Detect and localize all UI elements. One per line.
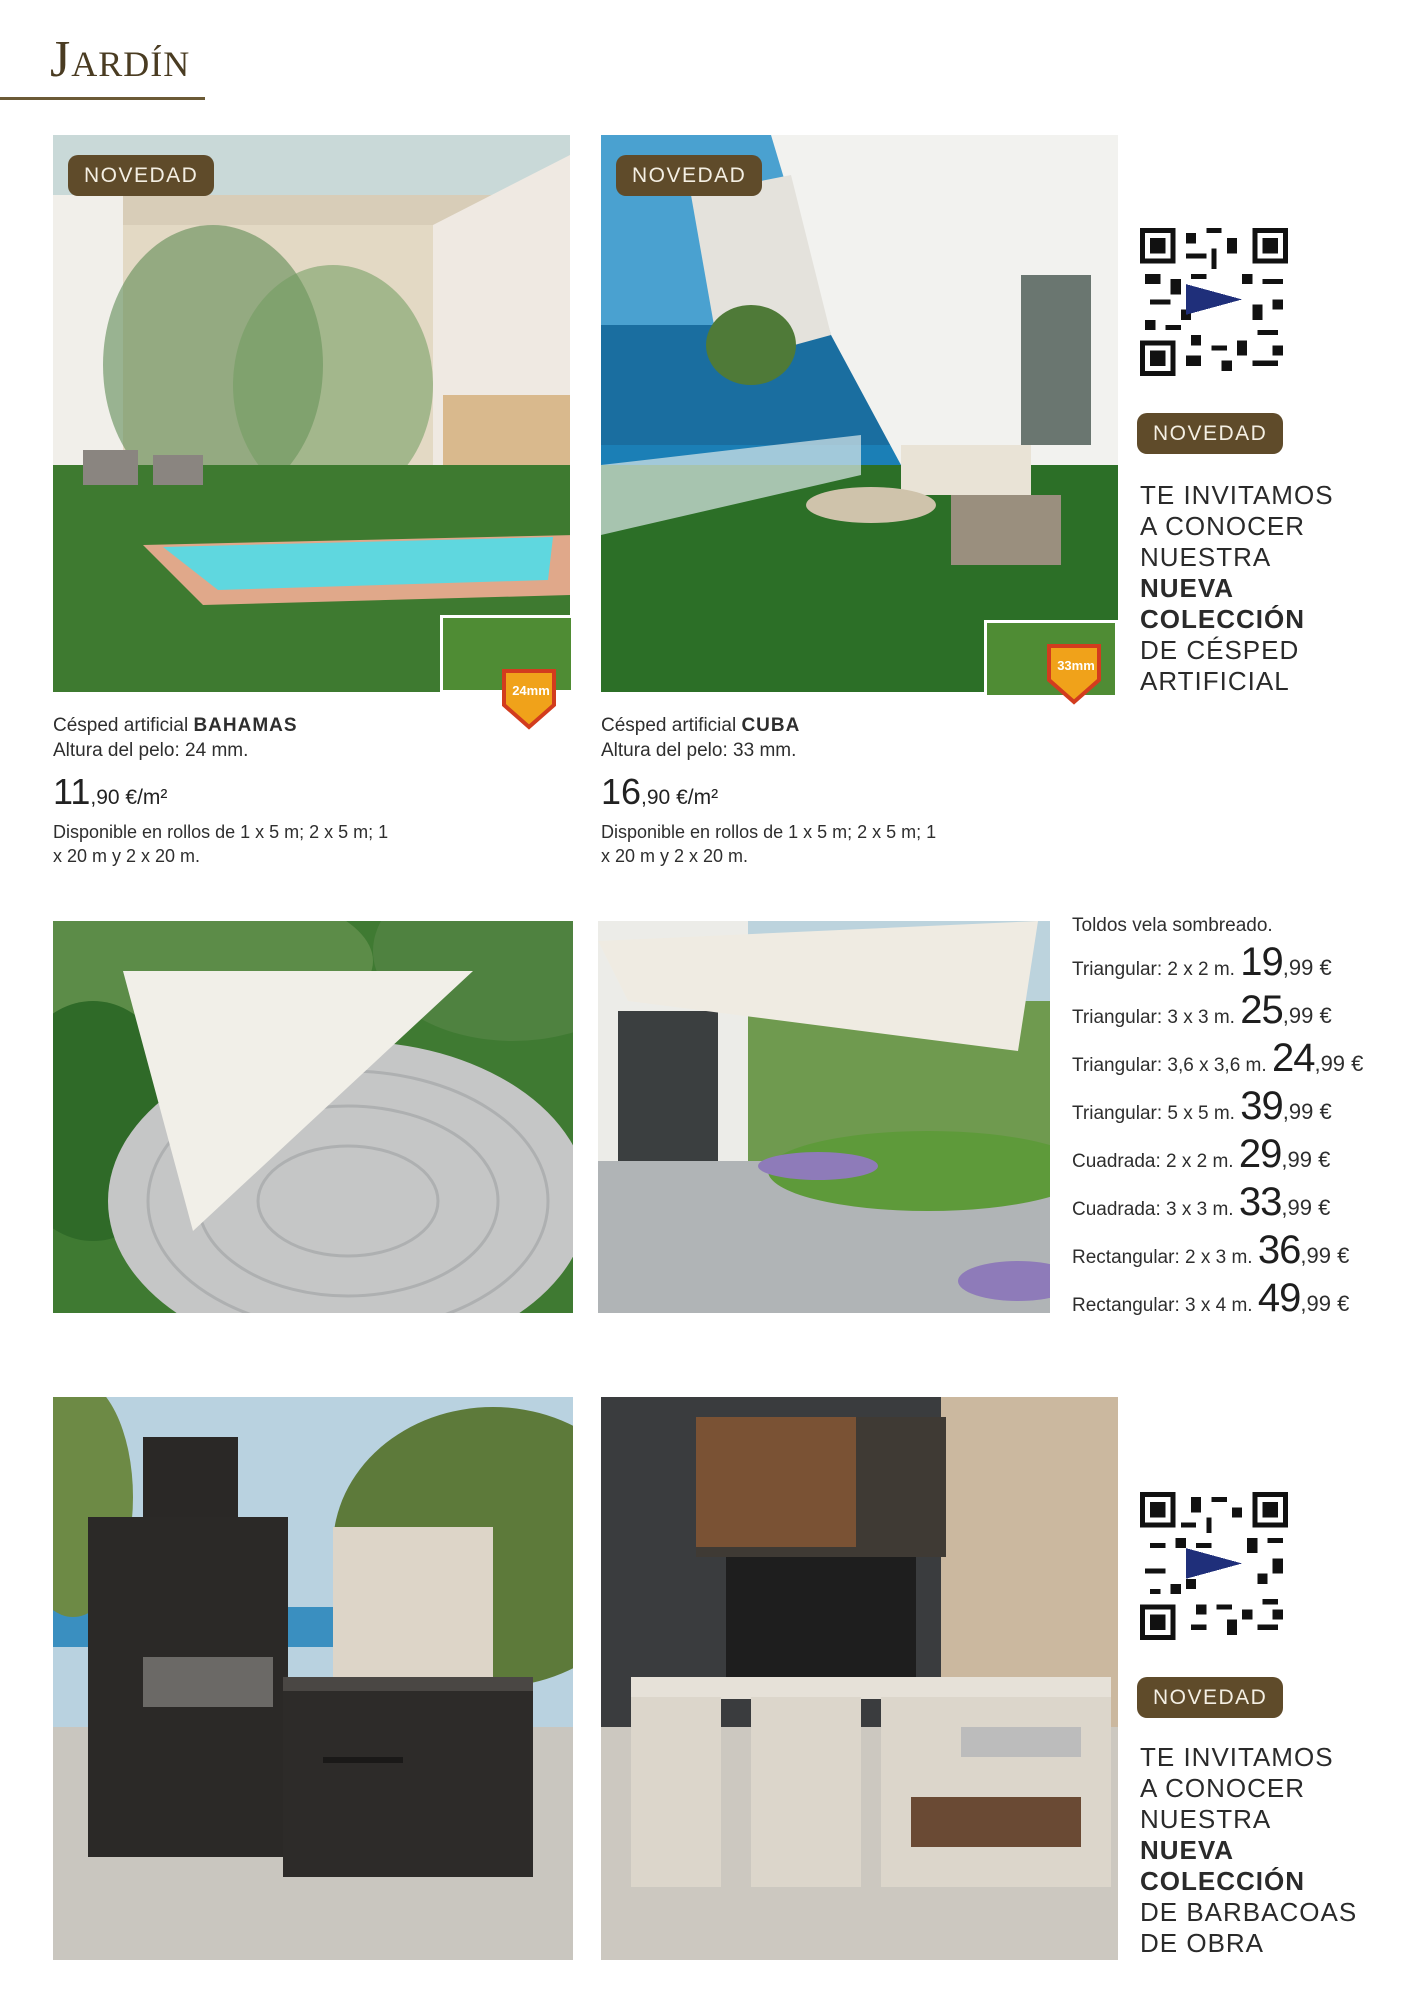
price-integer: 11 [53,771,91,812]
price-decimal: ,99 € [1300,1291,1350,1316]
bahamas-caption [53,713,298,763]
price-row [1072,1180,1363,1228]
price-row [1072,1036,1363,1084]
promo-line: NUESTRA [1140,542,1272,572]
price-decimal: ,90 €/m² [90,786,168,809]
cuba-price [601,772,718,818]
sail-size: Cuadrada: 2 x 2 m. [1072,1151,1234,1172]
promo-line: NUEVA [1140,1835,1235,1865]
bahamas-availability: Disponible en rollos de 1 x 5 m; 2 x 5 m; 1 x 20 m y 2 x 20 m. [53,822,389,866]
price-decimal: ,99 € [1281,1147,1331,1172]
price-integer: 39 [1240,1084,1283,1128]
pile-height-24mm-icon [500,667,558,731]
title-underline [0,97,205,100]
shade-sails-price-list [1072,940,1363,1324]
dark-masonry-barbecue-photo [53,1397,573,1960]
promo-line: COLECCIÓN [1140,1866,1305,1896]
grass-collection-promo [1140,480,1334,697]
promo-line: ARTIFICIAL [1140,666,1290,696]
price-integer: 29 [1238,1132,1282,1176]
price-integer: 19 [1240,940,1283,984]
price-integer: 24 [1271,1036,1315,1080]
sail-size: Triangular: 3,6 x 3,6 m. [1072,1055,1267,1076]
light-masonry-barbecue-photo [601,1397,1118,1960]
sail-size: Triangular: 3 x 3 m. [1072,1007,1235,1028]
shade-sails-heading: Toldos vela sombreado. [1072,915,1273,936]
bahamas-price [53,772,167,818]
price-integer: 33 [1238,1180,1282,1224]
price-decimal: ,99 € [1282,955,1332,980]
sail-size: Triangular: 2 x 2 m. [1072,959,1235,980]
promo-line: NUESTRA [1140,1804,1272,1834]
pile-height: Altura del pelo: 24 mm. [53,740,249,761]
cuba-grass-photo [601,135,1118,692]
price-row [1072,1276,1363,1324]
promo-line: DE CÉSPED [1140,635,1300,665]
qr-code-icon[interactable] [1140,1492,1288,1640]
novedad-badge: NOVEDAD [616,155,762,196]
triangular-shade-sail-photo [53,921,573,1313]
price-integer: 36 [1257,1228,1301,1272]
price-row [1072,1084,1363,1132]
cuba-caption [601,713,800,763]
promo-line: NUEVA [1140,573,1235,603]
price-integer: 25 [1240,988,1283,1032]
novedad-badge: NOVEDAD [68,155,214,196]
price-decimal: ,99 € [1281,1195,1331,1220]
promo-line: TE INVITAMOS [1140,1742,1334,1772]
price-row [1072,988,1363,1036]
price-decimal: ,90 €/m² [641,786,719,809]
product-name: BAHAMAS [193,715,298,736]
promo-line: A CONOCER [1140,1773,1306,1803]
price-decimal: ,99 € [1314,1051,1364,1076]
novedad-badge: NOVEDAD [1137,1677,1283,1718]
caption-prefix: Césped artificial [601,715,742,736]
price-row [1072,940,1363,988]
pile-height-33mm-icon [1045,642,1103,706]
promo-line: COLECCIÓN [1140,604,1305,634]
promo-line: A CONOCER [1140,511,1306,541]
cuba-availability: Disponible en rollos de 1 x 5 m; 2 x 5 m; 1 x 20 m y 2 x 20 m. [601,822,937,866]
price-integer: 16 [601,771,642,812]
promo-line: DE BARBACOAS [1140,1897,1358,1927]
price-decimal: ,99 € [1300,1243,1350,1268]
bahamas-grass-photo [53,135,570,692]
page-title: Jardín [50,31,191,88]
sail-size: Cuadrada: 3 x 3 m. [1072,1199,1234,1220]
price-decimal: ,99 € [1282,1099,1332,1124]
price-decimal: ,99 € [1282,1003,1332,1028]
barbecue-collection-promo [1140,1742,1357,1959]
pile-tag-text: 24mm [512,683,550,698]
price-integer: 49 [1257,1276,1301,1320]
sail-size: Triangular: 5 x 5 m. [1072,1103,1235,1124]
promo-line: TE INVITAMOS [1140,480,1334,510]
sail-size: Rectangular: 3 x 4 m. [1072,1295,1253,1316]
caption-prefix: Césped artificial [53,715,194,736]
novedad-badge: NOVEDAD [1137,413,1283,454]
qr-code-icon[interactable] [1140,228,1288,376]
price-row [1072,1228,1363,1276]
pile-height: Altura del pelo: 33 mm. [601,740,797,761]
rectangular-shade-sail-photo [598,921,1050,1313]
promo-line: DE OBRA [1140,1928,1265,1958]
sail-size: Rectangular: 2 x 3 m. [1072,1247,1253,1268]
price-row [1072,1132,1363,1180]
pile-tag-text: 33mm [1057,658,1095,673]
product-name: CUBA [741,715,801,736]
